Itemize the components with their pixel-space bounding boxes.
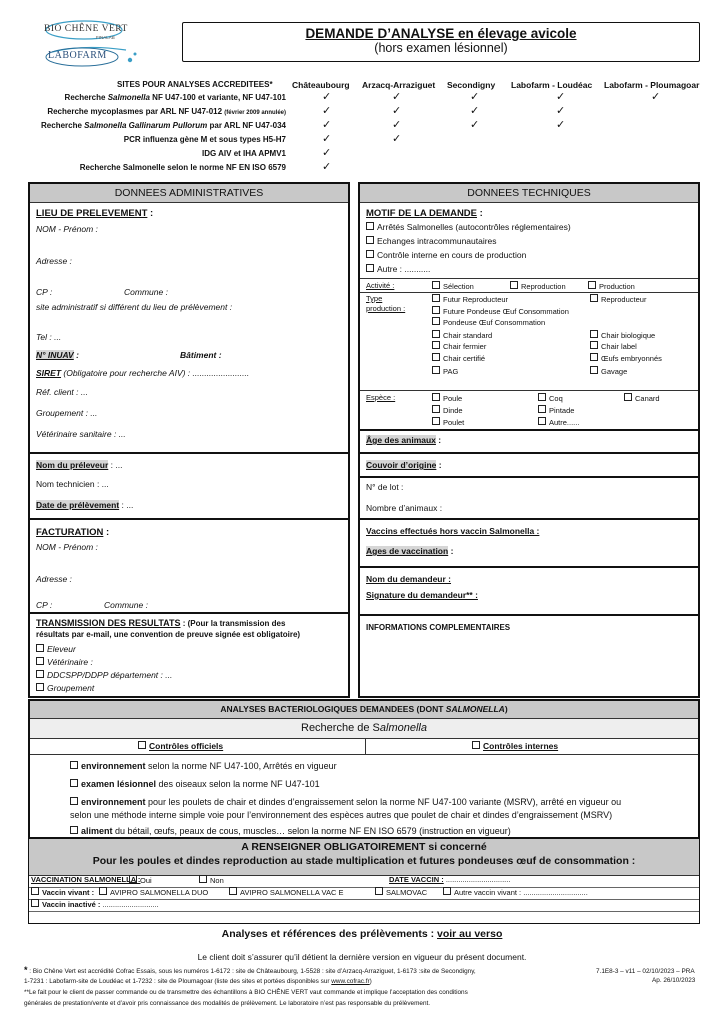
sites-table xyxy=(0,78,724,178)
type-production-option[interactable] xyxy=(432,366,458,376)
site-row-pre: IDG AIV et IHA APMV1 xyxy=(201,149,286,158)
vaccin-inactive[interactable] xyxy=(31,899,159,909)
checkbox[interactable] xyxy=(229,887,237,895)
item-label: Poule xyxy=(443,394,463,403)
ages-vaccination xyxy=(366,546,453,556)
site-row-post: par ARL NF U47-034 xyxy=(207,121,286,130)
couvoir-colon: : xyxy=(436,460,442,470)
checkbox[interactable] xyxy=(588,281,596,289)
checkbox[interactable] xyxy=(31,899,39,907)
item-label: Vaccin vivant : xyxy=(42,888,95,897)
ages-vacc-label: Ages de vaccination xyxy=(366,546,449,556)
site-row-pre: Recherche Salmonelle selon le norme NF EN ISO 6579 xyxy=(79,163,286,172)
checkbox[interactable] xyxy=(99,887,107,895)
item-bold: aliment xyxy=(81,826,113,836)
type-production-option[interactable] xyxy=(432,330,492,340)
checkbox[interactable] xyxy=(432,294,440,302)
age-label: Âge des animaux xyxy=(366,435,436,445)
item-label: Futur Reproducteur xyxy=(443,295,509,304)
tech-divider-1 xyxy=(360,278,698,279)
activite-selection[interactable] xyxy=(432,281,474,291)
analyse-item-env-2-line2: selon une méthode interne simple voie pour l’environnement des espèces autres que poulet de chair et dindes d’engraissement (MSRV) xyxy=(70,810,613,820)
lieu-siret xyxy=(36,368,249,378)
item-label: Vétérinaire : xyxy=(47,657,93,667)
site-col-3: Labofarm - Loudéac xyxy=(511,80,593,90)
date-prel-label: Date de prélèvement xyxy=(36,500,120,510)
footnote-2-text: 1-7231 : Labofarm-site de Loudéac et 1-7232 : site de Ploumagoar (liste des sites et portées disponibles sur xyxy=(24,978,332,985)
footnote-4: générales de prestation/vente et d’avoir pris connaissance des modalités de prélèvement. Le laboratoire n’est pas responsable du prélèvement. xyxy=(24,1000,431,1007)
controles-officiels[interactable] xyxy=(138,739,223,754)
admin-header-label: DONNEES ADMINISTRATIVES xyxy=(114,187,264,199)
espece-label: Espèce : xyxy=(366,393,396,402)
vaccin-inactive-row xyxy=(29,899,699,912)
espece-option[interactable] xyxy=(432,417,464,427)
facturation-commune: Commune : xyxy=(104,600,148,610)
checkbox[interactable] xyxy=(138,741,146,749)
recherche-em: almonella xyxy=(379,722,427,734)
site-tick-mark: ✓ xyxy=(322,105,332,117)
checkbox[interactable] xyxy=(70,826,78,834)
lieu-adresse: Adresse : xyxy=(36,256,72,266)
checkbox[interactable] xyxy=(36,670,44,678)
site-row-post: NF U47-100 et variante, NF U47-101 xyxy=(149,93,286,102)
item-label: Dinde xyxy=(443,406,463,415)
vaccin-avipro-duo[interactable] xyxy=(99,887,208,897)
checkbox[interactable] xyxy=(366,250,374,258)
checkbox[interactable] xyxy=(70,779,78,787)
tech-divider-5 xyxy=(360,452,698,454)
espece-option[interactable] xyxy=(538,405,574,415)
transmission-title xyxy=(36,618,285,628)
site-tick-mark: ✓ xyxy=(470,91,480,103)
item-label: Eleveur xyxy=(47,644,76,654)
admin-divider-3 xyxy=(30,612,348,614)
recherche-pre: Recherche de S xyxy=(301,722,380,734)
footnote-1-text: : Bio Chêne Vert est accrédité Cofrac Essais, sous les numéros 1-6172 : site de Châteaubourg, 1-5528 : site d’Arzacq-Arraziguet, 1-6173 :site de Secondigny, xyxy=(29,968,476,975)
item-label: Future Pondeuse Œuf Consommation xyxy=(443,307,569,316)
informations-complementaires: INFORMATIONS COMPLEMENTAIRES xyxy=(366,623,511,632)
type-production-option[interactable] xyxy=(432,353,485,363)
checkbox[interactable] xyxy=(36,644,44,652)
motif-item-controle[interactable] xyxy=(366,250,526,260)
checkbox[interactable] xyxy=(590,353,598,361)
site-tick-mark: ✓ xyxy=(651,91,661,103)
preleveur-nom xyxy=(36,460,122,470)
checkbox[interactable] xyxy=(432,417,440,425)
obligatoire-head xyxy=(29,839,699,876)
lieu-siege: site administratif si différent du lieu de prélèvement : xyxy=(36,302,233,312)
tech-header-label: DONNEES TECHNIQUES xyxy=(467,187,591,199)
checkbox[interactable] xyxy=(538,393,546,401)
item-label: pour les poulets de chair et dindes d’engraissement selon la norme NF U47-100 variante (MSRV), arrêté en vigueur ou xyxy=(145,797,622,807)
item-label: Pondeuse Œuf Consommation xyxy=(443,318,546,327)
checkbox[interactable] xyxy=(590,366,598,374)
obligatoire-subtitle: Pour les poules et dindes reproduction au stade multiplication et futures pondeuses œuf de consommation : xyxy=(92,855,636,867)
site-tick-mark: ✓ xyxy=(470,119,480,131)
item-label: Oui xyxy=(140,876,152,885)
analyse-item-lesionnel[interactable] xyxy=(70,779,320,789)
site-tick-mark: ✓ xyxy=(556,105,566,117)
transmission-item-veterinaire[interactable] xyxy=(36,657,93,667)
site-tick-mark: ✓ xyxy=(392,119,402,131)
checkbox[interactable] xyxy=(432,341,440,349)
transmission-label: TRANSMISSION DES RESULTATS xyxy=(36,618,181,628)
site-tick-mark: ✓ xyxy=(322,91,332,103)
item-label: du bétail, œufs, peaux de cous, muscles… selon la norme NF EN ISO 6579 (instruction en vigueur) xyxy=(112,826,511,836)
espece-option[interactable] xyxy=(538,417,579,427)
facturation-label: FACTURATION xyxy=(36,527,104,538)
item-bold: environnement xyxy=(81,797,146,807)
siret-label: SIRET xyxy=(36,368,62,378)
checkbox[interactable] xyxy=(472,741,480,749)
footnote-1: * : Bio Chêne Vert est accrédité Cofrac Essais, sous les numéros 1-6172 : site de Châteaubourg, 1-5528 : site d’Arzacq-Arraziguet, 1-6173 :site de Secondigny, xyxy=(24,965,476,975)
site-tick-mark: ✓ xyxy=(322,133,332,145)
lieu-ref: Réf. client : ... xyxy=(36,387,88,397)
item-label: Groupement xyxy=(47,683,95,693)
item-label: Chair label xyxy=(601,342,637,351)
analyse-item-aliment[interactable] xyxy=(70,826,511,836)
analyses-ref-pre: Analyses et références des prélèvements : xyxy=(221,928,437,940)
espece-option[interactable] xyxy=(624,393,660,403)
doc-approval: Ap. 26/10/2023 xyxy=(652,977,696,984)
item-label: Contrôles officiels xyxy=(149,741,224,751)
lieu-cp: CP : xyxy=(36,287,53,297)
lieu-title-colon: : xyxy=(147,208,154,219)
facturation-cp: CP : xyxy=(36,600,53,610)
site-row-pre: Recherche xyxy=(41,121,85,130)
site-tick-mark: ✓ xyxy=(470,105,480,117)
facturation-adresse: Adresse : xyxy=(36,574,72,584)
signature-demandeur: Signature du demandeur** : xyxy=(366,590,478,600)
item-label: Canard xyxy=(635,394,660,403)
checkbox[interactable] xyxy=(36,657,44,665)
type-production-option[interactable] xyxy=(590,353,662,363)
motif-item-arretes[interactable] xyxy=(366,222,571,232)
lieu-tel: Tel : ... xyxy=(36,332,62,342)
page-title: DEMANDE D’ANALYSE en élevage avicole xyxy=(305,26,577,41)
type-production-option[interactable] xyxy=(590,366,627,376)
preleveur-label: Nom du préleveur xyxy=(36,460,109,470)
doc-reference: 7.1E8-3 – v11 – 02/10/2023 – PRA xyxy=(596,968,695,975)
espece-option[interactable] xyxy=(432,393,462,403)
site-tick-mark: ✓ xyxy=(392,105,402,117)
site-col-0: Châteaubourg xyxy=(292,80,350,90)
item-label: Reproducteur xyxy=(601,295,647,304)
type-production-option[interactable] xyxy=(590,294,646,304)
motif-item-autre[interactable] xyxy=(366,264,430,274)
facturation-nom: NOM - Prénom : xyxy=(36,542,98,552)
item-label: Autre...... xyxy=(549,418,580,427)
site-row-label xyxy=(124,135,286,144)
type-label-1: Type xyxy=(366,294,383,303)
item-label: Contrôles internes xyxy=(483,741,559,751)
type-production-option[interactable] xyxy=(590,330,655,340)
item-label: PAG xyxy=(443,367,459,376)
site-col-2: Secondigny xyxy=(447,80,496,90)
analyses-header-pre: ANALYSES BACTERIOLOGIQUES DEMANDEES (DONT xyxy=(220,704,446,714)
item-label: Chair fermier xyxy=(443,342,487,351)
checkbox[interactable] xyxy=(432,405,440,413)
activite-production[interactable] xyxy=(588,281,635,291)
lieu-veto: Vétérinaire sanitaire : ... xyxy=(36,429,126,439)
facturation-colon: : xyxy=(103,527,110,538)
analyse-item-env-1[interactable] xyxy=(70,761,337,771)
siret-note: (Obligatoire pour recherche AIV) : ........................ xyxy=(61,368,250,378)
vaccin-autre-vivant[interactable] xyxy=(443,887,588,897)
motif-item-echanges[interactable] xyxy=(366,236,497,246)
checkbox[interactable] xyxy=(129,875,137,883)
site-tick-mark: ✓ xyxy=(556,91,566,103)
age-animaux xyxy=(366,435,441,445)
checkbox[interactable] xyxy=(538,417,546,425)
date-vaccin xyxy=(389,875,510,884)
type-production-option[interactable] xyxy=(590,341,637,351)
nom-demandeur: Nom du demandeur : xyxy=(366,574,452,584)
checkbox[interactable] xyxy=(590,294,598,302)
checkbox[interactable] xyxy=(432,306,440,314)
motif-label: MOTIF DE LA DEMANDE xyxy=(366,208,478,219)
checkbox[interactable] xyxy=(432,281,440,289)
vaccination-oui[interactable] xyxy=(129,875,152,885)
checkbox[interactable] xyxy=(366,222,374,230)
transmission-item-eleveur[interactable] xyxy=(36,644,76,654)
transmission-item-groupement[interactable] xyxy=(36,683,94,693)
tech-divider-7 xyxy=(360,518,698,520)
analyses-header-em: SALMONELLA xyxy=(445,704,505,714)
item-label: des oiseaux selon la norme NF U47-101 xyxy=(156,779,320,789)
checkbox[interactable] xyxy=(510,281,518,289)
nombre-animaux: Nombre d’animaux : xyxy=(366,503,443,513)
checkbox[interactable] xyxy=(70,797,78,805)
item-label: Echanges intracommunautaires xyxy=(377,236,497,246)
site-row-pre: PCR influenza gène M et sous types H5-H7 xyxy=(123,135,286,144)
tech-panel xyxy=(358,182,700,698)
site-row-label xyxy=(80,163,286,172)
age-colon: : xyxy=(435,435,442,445)
facturation-title xyxy=(36,527,109,538)
analyses-header-post: ) xyxy=(504,704,508,714)
cofrac-link[interactable]: www.cofrac.fr xyxy=(331,978,370,985)
site-row-em: Salmonella Gallinarum Pullorum xyxy=(84,121,208,130)
logo-line1: BIO CHÊNE VERT xyxy=(44,24,128,34)
item-label: Coq xyxy=(549,394,563,403)
admin-divider-2 xyxy=(30,518,348,520)
checkbox[interactable] xyxy=(70,761,78,769)
site-row-label xyxy=(202,149,286,158)
ages-vacc-colon: : xyxy=(448,546,454,556)
item-label: AVIPRO SALMONELLA DUO xyxy=(110,888,209,897)
admin-panel xyxy=(28,182,350,698)
checkbox[interactable] xyxy=(31,887,39,895)
checkbox[interactable] xyxy=(590,330,598,338)
analyses-references xyxy=(0,928,724,940)
controles-internes[interactable] xyxy=(472,739,558,754)
type-production-option[interactable] xyxy=(432,294,508,304)
numero-lot: N° de lot : xyxy=(366,482,404,492)
site-row-pre: Recherche mycoplasmes par ARL NF U47-012 xyxy=(47,107,225,116)
footnote-2-end: ) xyxy=(369,978,372,985)
checkbox[interactable] xyxy=(366,236,374,244)
inuav-colon: : xyxy=(73,350,79,360)
inuav-label: N° INUAV xyxy=(36,350,74,360)
tech-header xyxy=(360,184,698,203)
site-tick-mark: ✓ xyxy=(556,119,566,131)
motif-title xyxy=(366,208,483,219)
controles-divider xyxy=(365,739,366,754)
item-label: Poulet xyxy=(443,418,465,427)
site-col-4: Labofarm - Ploumagoar xyxy=(604,80,700,90)
transmission-item-ddcspp[interactable] xyxy=(36,670,172,680)
date-vaccin-label: DATE VACCIN : xyxy=(389,875,444,884)
logo xyxy=(34,14,144,70)
obligatoire-title: A RENSEIGNER OBLIGATOIREMENT si concerné xyxy=(241,841,487,853)
item-dots: ........................... xyxy=(100,900,159,909)
item-label: Chair standard xyxy=(443,331,493,340)
preleveur-technicien: Nom technicien : ... xyxy=(36,479,109,489)
tech-divider-9 xyxy=(360,614,698,616)
checkbox[interactable] xyxy=(375,887,383,895)
recherche-salmonella xyxy=(30,719,698,739)
preleveur-val: : ... xyxy=(108,460,123,470)
type-label-2: production : xyxy=(366,304,406,313)
vaccin-avipro-vac-e[interactable] xyxy=(229,887,344,897)
item-label: Non xyxy=(210,876,224,885)
item-label: DDCSPP/DDPP département : ... xyxy=(47,670,173,680)
lieu-groupement: Groupement : ... xyxy=(36,408,98,418)
site-tick-mark: ✓ xyxy=(322,147,332,159)
item-label: Œufs embryonnés xyxy=(601,354,662,363)
checkbox[interactable] xyxy=(432,330,440,338)
checkbox[interactable] xyxy=(366,264,374,272)
lieu-nom: NOM - Prénom : xyxy=(36,224,98,234)
transmission-note2: résultats par e-mail, une convention de preuve signée est obligatoire) xyxy=(36,630,301,639)
checkbox[interactable] xyxy=(538,405,546,413)
sites-heading: SITES POUR ANALYSES ACCREDITEES* xyxy=(117,80,273,89)
controles-row xyxy=(30,739,698,755)
checkbox[interactable] xyxy=(36,683,44,691)
voir-au-verso-link[interactable]: voir au verso xyxy=(437,928,503,940)
lieu-commune: Commune : xyxy=(124,287,168,297)
tech-divider-4 xyxy=(360,429,698,431)
date-prel-val: : ... xyxy=(119,500,134,510)
item-bold: Vaccin inactivé : xyxy=(42,900,101,909)
site-row-em: Salmonella xyxy=(107,93,150,102)
item-label: Arrêtés Salmonelles (autocontrôles réglementaires) xyxy=(377,222,571,232)
logo-graphic xyxy=(34,14,144,70)
page-subtitle: (hors examen lésionnel) xyxy=(374,41,508,55)
lieu-title xyxy=(36,208,153,219)
admin-header xyxy=(30,184,348,203)
site-row-note: (février 2009 annulée) xyxy=(224,110,286,116)
vaccin-salmovac[interactable] xyxy=(375,887,427,897)
item-label: Autre : ........... xyxy=(377,264,431,274)
type-production-option[interactable] xyxy=(432,341,486,351)
footnote-2 xyxy=(24,977,372,986)
couvoir-label: Couvoir d’origine xyxy=(366,460,437,470)
item-bold: environnement xyxy=(81,761,146,771)
espece-option[interactable] xyxy=(538,393,563,403)
item-label: Chair certifié xyxy=(443,354,486,363)
checkbox[interactable] xyxy=(590,341,598,349)
item-bold: examen lésionnel xyxy=(81,779,157,789)
item-label: Chair biologique xyxy=(601,331,656,340)
item-label: Pintade xyxy=(549,406,575,415)
lieu-inuav xyxy=(36,350,79,360)
item-label: AVIPRO SALMONELLA VAC E xyxy=(240,888,344,897)
site-row-label xyxy=(41,121,286,130)
checkbox[interactable] xyxy=(624,393,632,401)
site-row-pre: Recherche xyxy=(64,93,108,102)
item-label: selon la norme NF U47-100, Arrêtés en vigueur xyxy=(145,761,337,771)
checkbox[interactable] xyxy=(443,887,451,895)
tech-divider-8 xyxy=(360,566,698,568)
title-box xyxy=(182,22,700,62)
activite-label: Activité : xyxy=(366,281,395,290)
checkbox[interactable] xyxy=(199,875,207,883)
item-label: SALMOVAC xyxy=(386,888,428,897)
site-tick-mark: ✓ xyxy=(322,119,332,131)
item-label: Autre vaccin vivant : ............................... xyxy=(454,888,588,897)
motif-colon: : xyxy=(477,208,483,219)
site-tick-mark: ✓ xyxy=(322,161,332,173)
checkbox[interactable] xyxy=(432,393,440,401)
item-label: Reproduction xyxy=(521,282,566,291)
logo-line1-sub: FINALAB xyxy=(96,35,115,40)
lieu-title-label: LIEU DE PRELEVEMENT xyxy=(36,208,148,219)
vaccination-label: VACCINATION SALMONELLA : xyxy=(31,875,141,884)
tech-divider-3 xyxy=(360,390,698,391)
vaccins-hors-salm: Vaccins effectués hors vaccin Salmonella : xyxy=(366,526,540,536)
item-label: Production xyxy=(599,282,635,291)
site-row-label xyxy=(65,93,286,102)
type-production-option[interactable] xyxy=(432,306,569,316)
footnote-3: **Le fait pour le client de passer commande ou de transmettre des échantillons à BIO CHÊNE VERT vaut commande et implique l’acceptation des conditions xyxy=(24,989,468,996)
site-row-label xyxy=(47,107,286,116)
type-production-option[interactable] xyxy=(432,317,545,327)
site-tick-mark: ✓ xyxy=(392,133,402,145)
item-label: Contrôle interne en cours de production xyxy=(377,250,527,260)
client-note: Le client doit s’assurer qu’il détient la dernière version en vigueur du présent document. xyxy=(197,952,527,962)
lieu-batiment: Bâtiment : xyxy=(180,350,222,360)
checkbox[interactable] xyxy=(432,317,440,325)
transmission-note1: : (Pour la transmission des xyxy=(180,619,286,628)
vaccination-non[interactable] xyxy=(199,875,224,885)
item-label: Sélection xyxy=(443,282,474,291)
activite-reproduction[interactable] xyxy=(510,281,566,291)
checkbox[interactable] xyxy=(432,353,440,361)
preleveur-date xyxy=(36,500,133,510)
espece-option[interactable] xyxy=(432,405,463,415)
obligatoire-panel xyxy=(28,838,700,924)
logo-line2: LABOFARM xyxy=(48,50,107,61)
checkbox[interactable] xyxy=(432,366,440,374)
tech-divider-6 xyxy=(360,476,698,478)
vaccin-vivant[interactable] xyxy=(31,887,94,897)
tech-divider-2 xyxy=(360,292,698,293)
analyses-header xyxy=(30,701,698,719)
analyses-panel xyxy=(28,699,700,839)
item-label: Gavage xyxy=(601,367,628,376)
couvoir xyxy=(366,460,442,470)
date-vaccin-dots: ............................... xyxy=(443,875,511,884)
site-tick-mark: ✓ xyxy=(392,91,402,103)
site-col-1: Arzacq-Arraziguet xyxy=(362,80,436,90)
admin-divider-1 xyxy=(30,452,348,454)
analyse-item-env-2[interactable] xyxy=(70,797,621,807)
